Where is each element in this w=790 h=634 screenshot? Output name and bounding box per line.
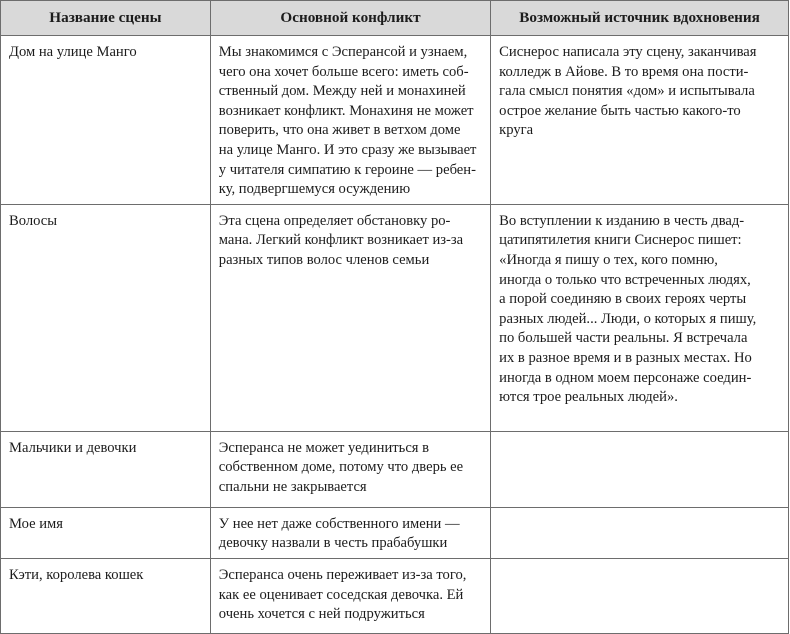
inspiration-source-cell <box>491 558 789 633</box>
main-conflict-cell <box>210 558 490 633</box>
header-row <box>1 1 789 36</box>
text-line: поверить, что она живет в ветхом доме <box>218 122 461 139</box>
text-line: у читателя симпатию к героине — ребен- <box>218 161 476 178</box>
scene-name-cell: Кэти, королева кошек <box>1 558 211 633</box>
text-line: собственном доме, потому что дверь ее <box>218 459 464 476</box>
header-inspiration-source: Возможный источник вдохновения <box>491 1 789 36</box>
text-line: колледж в Айове. В то время она пости- <box>499 63 749 80</box>
text-line: «Иногда я пишу о тех, кого помню, <box>499 251 718 268</box>
text-line: чего она хочет больше всего: иметь соб- <box>218 63 469 80</box>
text-line: разных типов волос членов семьи <box>218 251 430 268</box>
text-line: иногда о только что встреченных людях, <box>499 271 751 288</box>
text-line: Мы знакомимся с Эсперансой и узнаем, <box>218 44 468 60</box>
text-line: ются трое реальных людей». <box>499 389 678 406</box>
text-line: а порой соединяю в своих героях черты <box>499 291 747 308</box>
text-line: Во вступлении к изданию в честь двад- <box>499 212 745 229</box>
inspiration-source-cell <box>491 36 789 205</box>
scene-name-cell: Мальчики и девочки <box>1 431 211 507</box>
text-line: иногда в одном моем персонаже соедин- <box>499 369 752 386</box>
main-conflict-cell <box>210 204 490 431</box>
scene-name-cell: Мое имя <box>1 507 211 558</box>
text-line: Эсперанса очень переживает из-за того, <box>218 566 467 583</box>
table-row <box>1 558 789 633</box>
main-conflict-cell <box>210 507 490 558</box>
inspiration-source-cell <box>491 507 789 558</box>
text-line: по большей части реальны. Я встречала <box>499 330 748 347</box>
text-line: разных людей... Люди, о которых я пишу, <box>499 310 757 327</box>
text-line: спальни не закрывается <box>218 478 367 495</box>
inspiration-source-cell <box>491 431 789 507</box>
table-row <box>1 507 789 558</box>
table-row <box>1 431 789 507</box>
text-line: гала смысл понятия «дом» и испытывала <box>499 83 755 100</box>
table-row <box>1 204 789 431</box>
main-conflict-cell <box>210 431 490 507</box>
text-line: девочку назвали в честь прабабушки <box>218 535 448 552</box>
text-line: острое желание быть частью какого-то <box>499 102 741 119</box>
text-line: возникает конфликт. Монахиня не может <box>218 102 474 119</box>
text-line: очень хочется с ней подружиться <box>218 606 425 623</box>
text-line: Сиснерос написала эту сцену, заканчивая <box>499 44 757 60</box>
scene-name-cell: Волосы <box>1 204 211 431</box>
text-line: мана. Легкий конфликт возникает из-за <box>218 232 464 249</box>
header-main-conflict: Основной конфликт <box>210 1 490 36</box>
scene-name-cell: Дом на улице Манго <box>1 36 211 205</box>
text-line: круга <box>499 122 534 139</box>
text-line: У нее нет даже собственного имени — <box>218 515 460 532</box>
text-line: их в разное время и в разных местах. Но <box>499 349 752 366</box>
text-line: Эсперанса не может уединиться в <box>218 439 430 456</box>
text-line: на улице Манго. И это сразу же вызывает <box>218 141 477 158</box>
text-line: цатипятилетия книги Сиснерос пишет: <box>499 232 742 249</box>
text-line: Эта сцена определяет обстановку ро- <box>218 212 451 229</box>
text-line: как ее оценивает соседская девочка. Ей <box>218 586 464 603</box>
main-conflict-cell <box>210 36 490 205</box>
table-row <box>1 36 789 205</box>
text-line: ку, подвергшемуся осуждению <box>218 181 411 198</box>
inspiration-source-cell <box>491 204 789 431</box>
header-scene-name: Название сцены <box>1 1 211 36</box>
text-line: ственный дом. Между ней и монахиней <box>218 83 466 100</box>
